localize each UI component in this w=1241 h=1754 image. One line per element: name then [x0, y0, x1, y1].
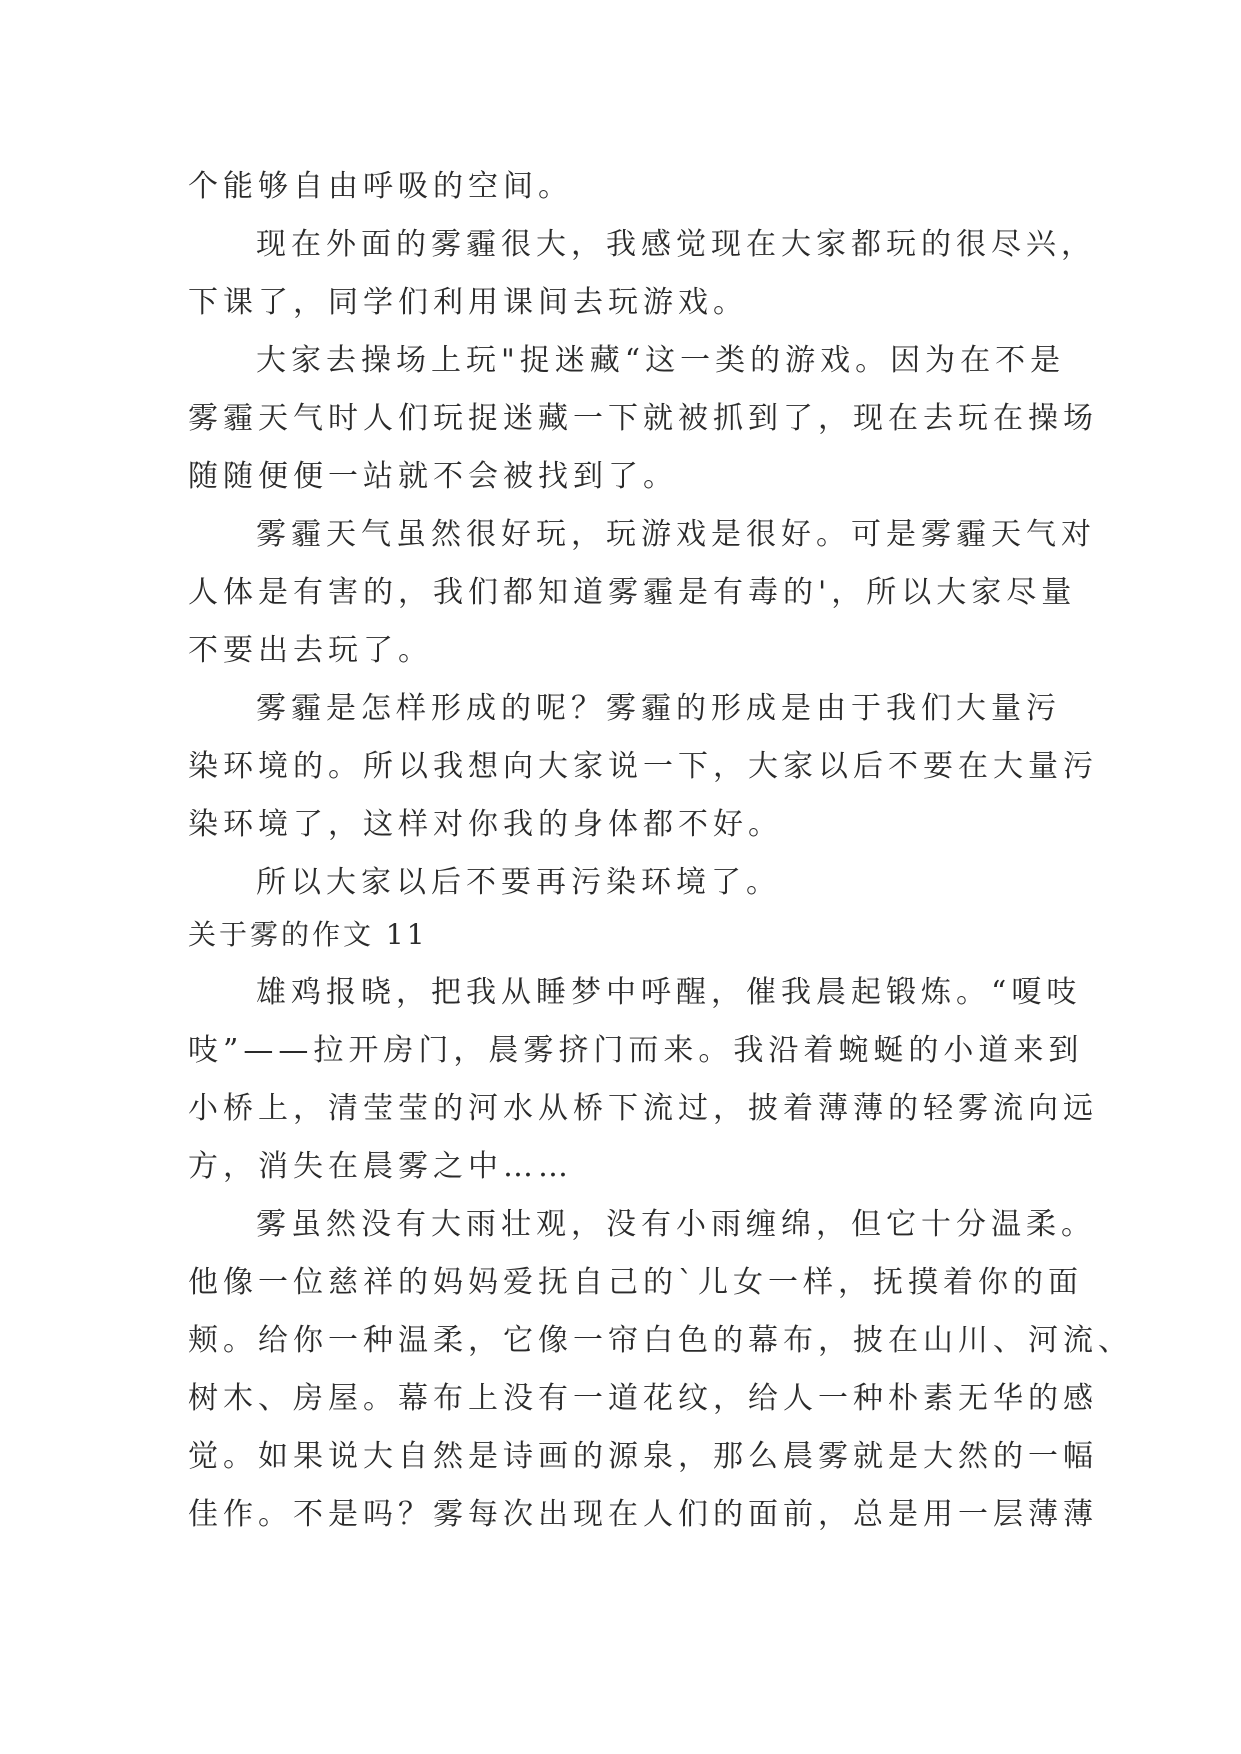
- paragraph-start-line: 所以大家以后不要再污染环境了。: [256, 865, 781, 900]
- text-line: 染环境的。所以我想向大家说一下，大家以后不要在大量污: [188, 749, 1098, 784]
- text-line: 雾霾天气时人们玩捉迷藏一下就被抓到了，现在去玩在操场: [188, 401, 1098, 436]
- text-line: 吱”——拉开房门，晨雾挤门而来。我沿着蜿蜒的小道来到: [188, 1033, 1084, 1068]
- text-line: 树木、房屋。幕布上没有一道花纹，给人一种朴素无华的感: [188, 1381, 1098, 1416]
- text-line: 随随便便一站就不会被找到了。: [188, 459, 678, 494]
- paragraph-start-line: 雄鸡报晓，把我从睡梦中呼醒，催我晨起锻炼。“嗄吱: [256, 975, 1082, 1010]
- section-heading: 关于雾的作文 11: [188, 918, 428, 951]
- paragraph-start-line: 雾霾天气虽然很好玩，玩游戏是很好。可是雾霾天气对: [256, 517, 1096, 552]
- paragraph-start-line: 雾霾是怎样形成的呢？雾霾的形成是由于我们大量污: [256, 691, 1061, 726]
- paragraph-start-line: 雾虽然没有大雨壮观，没有小雨缠绵，但它十分温柔。: [256, 1207, 1096, 1242]
- text-line: 下课了，同学们利用课间去玩游戏。: [188, 285, 748, 320]
- text-line: 佳作。不是吗？雾每次出现在人们的面前，总是用一层薄薄: [188, 1497, 1098, 1532]
- text-line: 个能够自由呼吸的空间。: [188, 169, 573, 204]
- paragraph-start-line: 现在外面的雾霾很大，我感觉现在大家都玩的很尽兴，: [256, 227, 1096, 262]
- text-line: 人体是有害的，我们都知道雾霾是有毒的'，所以大家尽量: [188, 575, 1077, 610]
- text-line: 染环境了，这样对你我的身体都不好。: [188, 807, 783, 842]
- document-body: [188, 158, 1133, 1544]
- text-line: 颊。给你一种温柔，它像一帘白色的幕布，披在山川、河流、: [188, 1323, 1133, 1358]
- text-line: 他像一位慈祥的妈妈爱抚自己的`儿女一样，抚摸着你的面: [188, 1265, 1083, 1300]
- text-line: 方，消失在晨雾之中……: [188, 1149, 573, 1184]
- text-line: 觉。如果说大自然是诗画的源泉，那么晨雾就是大然的一幅: [188, 1439, 1098, 1474]
- text-line: 不要出去玩了。: [188, 633, 433, 668]
- paragraph-start-line: 大家去操场上玩"捉迷藏“这一类的游戏。因为在不是: [256, 343, 1066, 378]
- text-line: 小桥上，清莹莹的河水从桥下流过，披着薄薄的轻雾流向远: [188, 1091, 1098, 1126]
